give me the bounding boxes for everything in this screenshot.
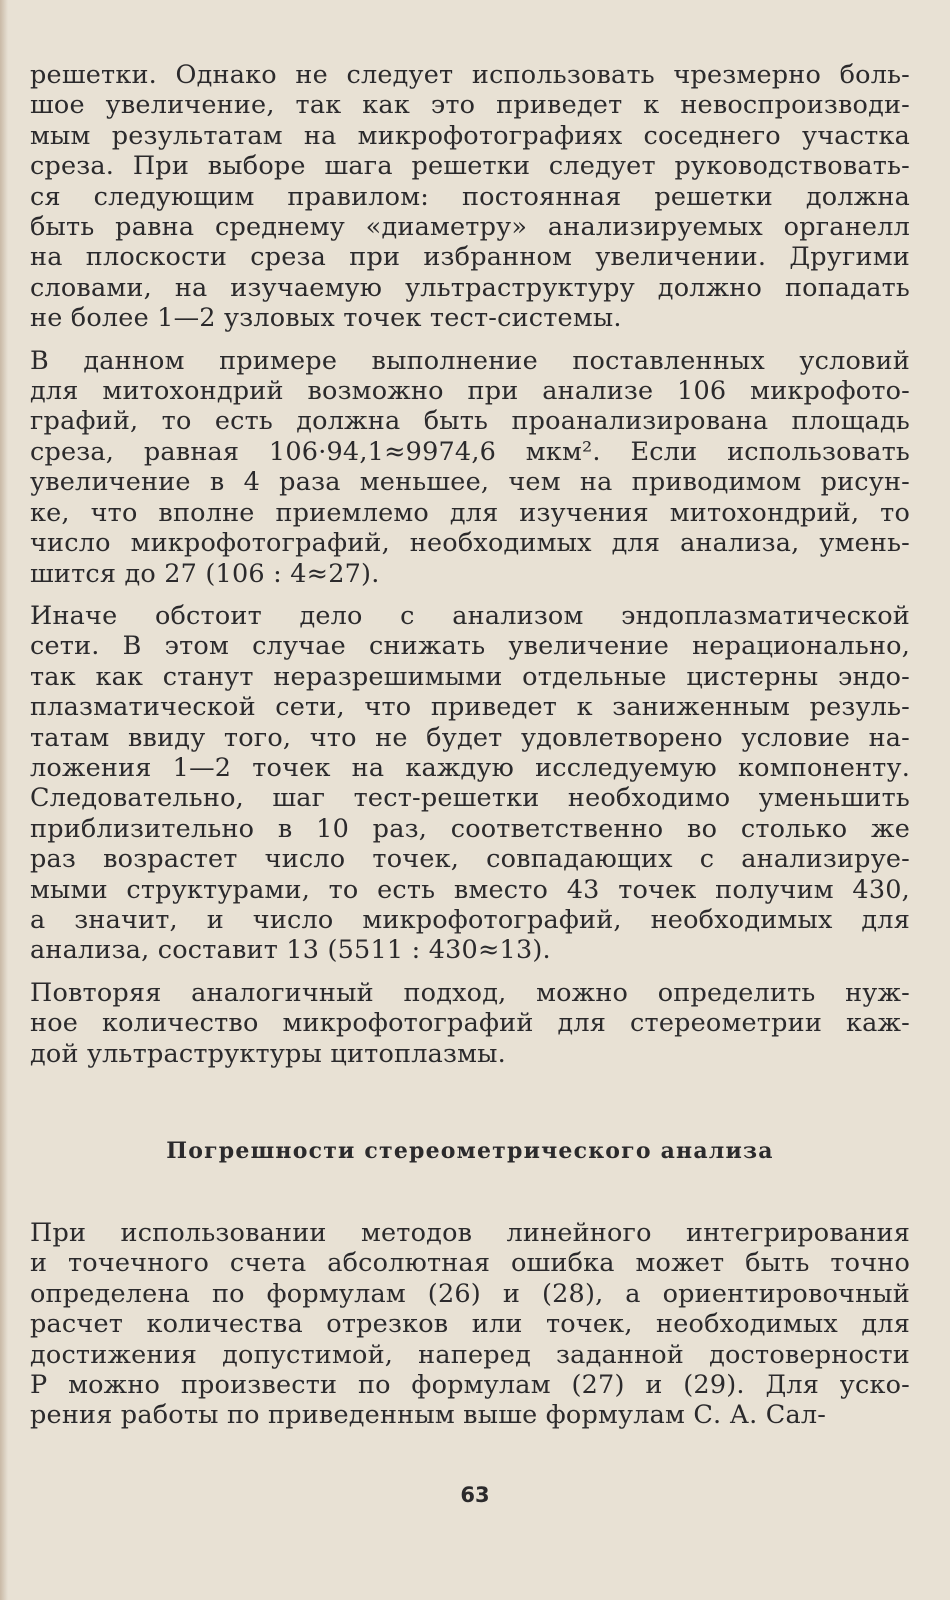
- text-line: среза. При выборе шага решетки следует руководствовать-: [30, 151, 910, 182]
- text-line: решетки. Однако не следует использовать чрезмерно боль-: [30, 60, 910, 90]
- text-line: и точечного счета абсолютная ошибка может быть точно: [30, 1248, 910, 1279]
- section-heading: Погрешности стереометрического анализа: [166, 1138, 774, 1164]
- text-line: плазматической сети, что приведет к заниженным резуль-: [30, 692, 910, 723]
- page-number: 63: [460, 1483, 490, 1507]
- text-line: P можно произвести по формулам (27) и (29). Для уско-: [30, 1370, 910, 1401]
- text-line: увеличение в 4 раза меньшее, чем на приводимом рисун-: [30, 467, 910, 498]
- text-line: среза, равная 106·94,1≈9974,6 мкм². Если использовать: [30, 436, 910, 467]
- text-line: Следовательно, шаг тест-решетки необходимо уменьшить: [30, 783, 910, 814]
- text-line: шится до 27 (106 : 4≈27).: [30, 558, 380, 589]
- text-line: ложения 1—2 точек на каждую исследуемую компоненту.: [30, 752, 910, 783]
- text-line: на плоскости среза при избранном увеличении. Другими: [30, 242, 910, 273]
- text-line: В данном примере выполнение поставленных условий: [30, 345, 910, 376]
- text-line: словами, на изучаемую ультраструктуру должно попадать: [30, 272, 910, 303]
- text-line: Повторяя аналогичный подход, можно определить нуж-: [30, 977, 910, 1008]
- text-line: При использовании методов линейного интегрирования: [30, 1218, 910, 1248]
- text-line: так как станут неразрешимыми отдельные цистерны эндо-: [30, 661, 910, 692]
- text-line: число микрофотографий, необходимых для анализа, умень-: [30, 528, 910, 559]
- text-line: расчет количества отрезков или точек, необходимых для: [30, 1309, 910, 1340]
- text-line: ное количество микрофотографий для стереометрии каж-: [30, 1008, 910, 1039]
- page-body: [30, 60, 910, 1431]
- text-line: Иначе обстоит дело с анализом эндоплазматической: [30, 600, 910, 631]
- text-line: ке, что вполне приемлемо для изучения митохондрий, то: [30, 497, 910, 528]
- text-line: ся следующим правилом: постоянная решетки должна: [30, 181, 910, 212]
- text-line: мыми структурами, то есть вместо 43 точек получим 430,: [30, 874, 910, 905]
- text-line: графий, то есть должна быть проанализирована площадь: [30, 406, 910, 437]
- text-line: сети. В этом случае снижать увеличение нерационально,: [30, 631, 910, 662]
- text-line: татам ввиду того, что не будет удовлетворено условие на-: [30, 722, 910, 753]
- text-line: раз возрастет число точек, совпадающих с анализируе-: [30, 844, 910, 875]
- text-line: для митохондрий возможно при анализе 106 микрофото-: [30, 376, 910, 407]
- text-line: достижения допустимой, наперед заданной достоверности: [30, 1339, 910, 1370]
- page-edge: [0, 0, 8, 1600]
- paragraph-5: [30, 1218, 910, 1431]
- paragraph-2: [30, 346, 910, 589]
- text-line: быть равна среднему «диаметру» анализируемых органелл: [30, 212, 910, 243]
- text-line: мым результатам на микрофотографиях соседнего участка: [30, 120, 910, 151]
- text-line: рения работы по приведенным выше формулам С. А. Сал-: [30, 1400, 827, 1431]
- section-body: [30, 1218, 910, 1443]
- text-line: приблизительно в 10 раз, соответственно во столько же: [30, 813, 910, 844]
- text-line: определена по формулам (26) и (28), а ориентировочный: [30, 1278, 910, 1309]
- text-line: не более 1—2 узловых точек тест-системы.: [30, 303, 622, 334]
- paragraph-1: [30, 60, 910, 334]
- text-line: а значит, и число микрофотографий, необходимых для: [30, 904, 910, 935]
- text-line: анализа, составит 13 (5511 : 430≈13).: [30, 935, 551, 966]
- text-line: шое увеличение, так как это приведет к невоспроизводи-: [30, 90, 910, 121]
- text-line: дой ультраструктуры цитоплазмы.: [30, 1038, 506, 1069]
- paragraph-4: [30, 978, 910, 1069]
- paragraph-3: [30, 601, 910, 966]
